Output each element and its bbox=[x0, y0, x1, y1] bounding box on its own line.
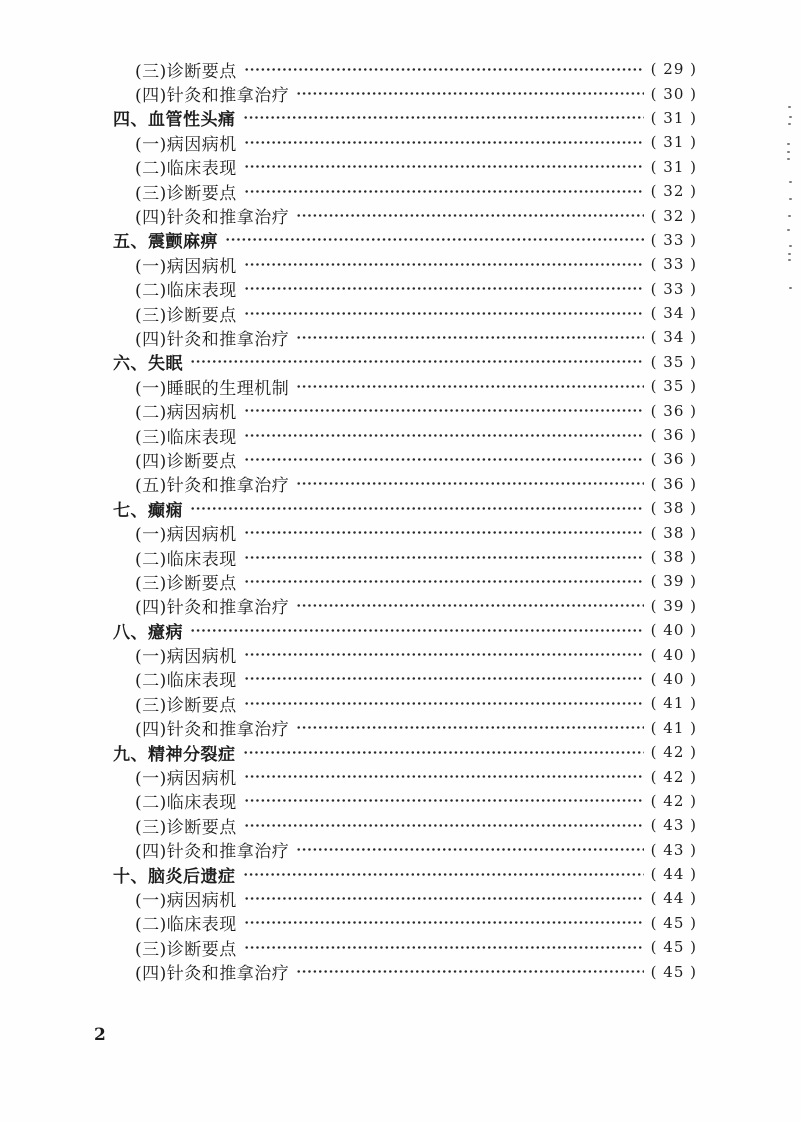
toc-entry-label: (一)睡眠的生理机制 bbox=[135, 378, 290, 399]
toc-entry-label: (五)针灸和推拿治疗 bbox=[135, 476, 290, 497]
toc-entry-label: (四)针灸和推拿治疗 bbox=[135, 964, 290, 985]
toc-entry-label: 五、震颤麻痹 bbox=[113, 232, 218, 253]
dot-leader bbox=[190, 622, 644, 639]
toc-entry-label: (三)诊断要点 bbox=[135, 939, 237, 960]
toc-sub-row bbox=[113, 813, 697, 837]
toc-entry-label: (三)诊断要点 bbox=[135, 573, 237, 594]
toc-entry-label: (一)病因病机 bbox=[135, 525, 237, 546]
edge-artifact bbox=[787, 151, 790, 153]
toc-sub-row bbox=[113, 764, 697, 788]
toc-sub-row bbox=[113, 472, 697, 496]
dot-leader bbox=[244, 939, 644, 956]
toc-entry-label: (三)诊断要点 bbox=[135, 183, 237, 204]
dot-leader bbox=[244, 280, 644, 297]
toc-sub-row bbox=[113, 569, 697, 593]
dot-leader bbox=[296, 719, 644, 736]
toc-entry-label: (三)诊断要点 bbox=[135, 817, 237, 838]
toc-sub-row bbox=[113, 789, 697, 813]
dot-leader bbox=[190, 500, 644, 517]
edge-artifact bbox=[788, 106, 791, 108]
toc-entry-label: (四)针灸和推拿治疗 bbox=[135, 598, 290, 619]
toc-entry-page: ( 40 ) bbox=[650, 645, 697, 664]
dot-leader bbox=[244, 670, 644, 687]
toc-entry-page: ( 33 ) bbox=[650, 255, 697, 274]
toc-entry-page: ( 35 ) bbox=[650, 377, 697, 396]
toc-entry-page: ( 36 ) bbox=[650, 474, 697, 493]
toc-entry-page: ( 34 ) bbox=[650, 328, 697, 347]
dot-leader bbox=[244, 573, 644, 590]
toc-entry-label: 十、脑炎后遗症 bbox=[113, 866, 236, 887]
toc-sub-row bbox=[113, 935, 697, 959]
toc-entry-label: 七、癫痫 bbox=[113, 500, 183, 521]
toc-entry-label: (四)针灸和推拿治疗 bbox=[135, 720, 290, 741]
toc-chapter-row bbox=[113, 106, 697, 130]
toc-entry-label: (二)病因病机 bbox=[135, 403, 237, 424]
dot-leader bbox=[244, 256, 644, 273]
toc-entry-page: ( 38 ) bbox=[650, 523, 697, 542]
dot-leader bbox=[190, 353, 644, 370]
toc-entry-label: 九、精神分裂症 bbox=[113, 744, 236, 765]
toc-entry-page: ( 44 ) bbox=[650, 889, 697, 908]
edge-artifact bbox=[788, 259, 791, 261]
toc-entry-label: (一)病因病机 bbox=[135, 769, 237, 790]
toc-chapter-row bbox=[113, 496, 697, 520]
toc-entry-page: ( 36 ) bbox=[650, 450, 697, 469]
toc-entry-label: (四)针灸和推拿治疗 bbox=[135, 842, 290, 863]
toc-sub-row bbox=[113, 155, 697, 179]
toc-entry-label: (二)临床表现 bbox=[135, 671, 237, 692]
toc-entry-label: (一)病因病机 bbox=[135, 647, 237, 668]
toc-entry-label: (二)临床表现 bbox=[135, 281, 237, 302]
toc-entry-label: 六、失眠 bbox=[113, 354, 183, 375]
edge-artifact bbox=[788, 123, 791, 125]
toc-entry-page: ( 43 ) bbox=[650, 816, 697, 835]
edge-artifact bbox=[788, 215, 791, 217]
toc-entry-page: ( 34 ) bbox=[650, 304, 697, 323]
dot-leader bbox=[243, 866, 645, 883]
toc-sub-row bbox=[113, 130, 697, 154]
toc-sub-row bbox=[113, 886, 697, 910]
toc-sub-row bbox=[113, 277, 697, 301]
toc-entry-page: ( 32 ) bbox=[650, 182, 697, 201]
toc-entry-page: ( 40 ) bbox=[650, 669, 697, 688]
dot-leader bbox=[243, 109, 645, 126]
dot-leader bbox=[296, 207, 644, 224]
edge-artifact bbox=[788, 253, 791, 255]
toc-entry-label: (四)针灸和推拿治疗 bbox=[135, 330, 290, 350]
edge-artifact bbox=[789, 245, 792, 247]
toc-chapter-row bbox=[113, 350, 697, 374]
edge-artifact bbox=[789, 287, 792, 289]
toc-sub-row bbox=[113, 203, 697, 227]
toc-entry-label: (三)诊断要点 bbox=[135, 695, 237, 716]
toc-sub-row bbox=[113, 691, 697, 715]
toc-entry-page: ( 41 ) bbox=[650, 718, 697, 737]
toc-sub-row bbox=[113, 81, 697, 105]
toc-sub-row bbox=[113, 179, 697, 203]
edge-artifact bbox=[787, 158, 790, 160]
dot-leader bbox=[244, 914, 644, 931]
dot-leader bbox=[225, 231, 644, 248]
toc-entry-page: ( 32 ) bbox=[650, 206, 697, 225]
dot-leader bbox=[244, 134, 644, 151]
toc-entry-label: (三)诊断要点 bbox=[135, 305, 237, 326]
toc-entry-page: ( 30 ) bbox=[650, 84, 697, 103]
edge-artifact bbox=[787, 143, 790, 145]
dot-leader bbox=[296, 85, 644, 102]
dot-leader bbox=[296, 841, 644, 858]
toc-list bbox=[113, 57, 697, 984]
toc-entry-label: (二)临床表现 bbox=[135, 549, 237, 570]
dot-leader bbox=[244, 183, 644, 200]
toc-entry-page: ( 29 ) bbox=[650, 60, 697, 79]
dot-leader bbox=[296, 475, 644, 492]
toc-entry-label: (二)临床表现 bbox=[135, 793, 237, 814]
toc-entry-page: ( 38 ) bbox=[650, 499, 697, 518]
toc-entry-page: ( 41 ) bbox=[650, 694, 697, 713]
edge-artifact bbox=[787, 229, 790, 231]
toc-entry-page: ( 42 ) bbox=[650, 767, 697, 786]
toc-entry-page: ( 45 ) bbox=[650, 962, 697, 981]
toc-entry-page: ( 38 ) bbox=[650, 548, 697, 566]
toc-chapter-row bbox=[113, 618, 697, 642]
toc-sub-row bbox=[113, 716, 697, 740]
edge-artifact bbox=[789, 198, 792, 200]
toc-sub-row bbox=[113, 325, 697, 349]
page-number: 2 bbox=[94, 1025, 106, 1045]
toc-entry-page: ( 40 ) bbox=[650, 621, 697, 640]
toc-sub-row bbox=[113, 447, 697, 471]
toc-sub-row bbox=[113, 57, 697, 81]
toc-entry-label: (一)病因病机 bbox=[135, 256, 237, 277]
toc-sub-row bbox=[113, 301, 697, 325]
toc-entry-page: ( 33 ) bbox=[650, 279, 697, 298]
toc-entry-label: (二)临床表现 bbox=[135, 915, 237, 936]
toc-chapter-row bbox=[113, 740, 697, 764]
toc-chapter-row bbox=[113, 228, 697, 252]
toc-entry-label: 四、血管性头痛 bbox=[113, 110, 236, 131]
toc-entry-label: (四)诊断要点 bbox=[135, 451, 237, 472]
toc-entry-page: ( 44 ) bbox=[650, 865, 697, 884]
dot-leader bbox=[244, 305, 644, 322]
toc-entry-label: 八、癔病 bbox=[113, 622, 183, 643]
dot-leader bbox=[244, 61, 644, 78]
toc-sub-row bbox=[113, 520, 697, 544]
toc-entry-page: ( 31 ) bbox=[650, 133, 697, 152]
toc-entry-page: ( 31 ) bbox=[650, 108, 697, 127]
toc-sub-row bbox=[113, 667, 697, 691]
edge-artifact bbox=[789, 181, 792, 183]
toc-entry-label: (三)临床表现 bbox=[135, 427, 237, 448]
dot-leader bbox=[244, 890, 644, 907]
toc-sub-row bbox=[113, 374, 697, 398]
toc-sub-row bbox=[113, 959, 697, 983]
toc-entry-page: ( 36 ) bbox=[650, 401, 697, 420]
toc-entry-page: ( 45 ) bbox=[650, 913, 697, 932]
toc-entry-label: (四)针灸和推拿治疗 bbox=[135, 86, 290, 107]
edge-artifact bbox=[789, 116, 792, 118]
toc-entry-page: ( 31 ) bbox=[650, 157, 697, 176]
dot-leader bbox=[244, 524, 644, 541]
toc-entry-label: (四)针灸和推拿治疗 bbox=[135, 208, 290, 229]
dot-leader bbox=[296, 329, 644, 346]
dot-leader bbox=[296, 378, 644, 395]
toc-entry-page: ( 43 ) bbox=[650, 840, 697, 859]
toc-sub-row bbox=[113, 252, 697, 276]
dot-leader bbox=[244, 768, 644, 785]
toc-entry-page: ( 42 ) bbox=[650, 791, 697, 810]
dot-leader bbox=[244, 817, 644, 834]
toc-entry-page: ( 36 ) bbox=[650, 426, 697, 445]
dot-leader bbox=[244, 451, 644, 468]
toc-sub-row bbox=[113, 594, 697, 618]
toc-entry-page: ( 42 ) bbox=[650, 743, 697, 762]
toc-chapter-row bbox=[113, 862, 697, 886]
toc-sub-row bbox=[113, 642, 697, 666]
toc-entry-page: ( 35 ) bbox=[650, 352, 697, 371]
toc-entry-page: ( 39 ) bbox=[650, 572, 697, 591]
dot-leader bbox=[296, 963, 644, 980]
toc-sub-row bbox=[113, 545, 697, 569]
toc-entry-label: (二)临床表现 bbox=[135, 159, 237, 180]
dot-leader bbox=[244, 158, 644, 175]
dot-leader bbox=[244, 792, 644, 809]
toc-entry-page: ( 39 ) bbox=[650, 596, 697, 615]
dot-leader bbox=[244, 646, 644, 663]
toc-sub-row bbox=[113, 911, 697, 935]
dot-leader bbox=[244, 549, 644, 566]
toc-sub-row bbox=[113, 838, 697, 862]
toc-entry-page: ( 33 ) bbox=[650, 230, 697, 249]
dot-leader bbox=[243, 744, 645, 761]
dot-leader bbox=[244, 427, 644, 444]
toc-sub-row bbox=[113, 398, 697, 422]
toc-entry-label: (一)病因病机 bbox=[135, 134, 237, 155]
toc-sub-row bbox=[113, 423, 697, 447]
dot-leader bbox=[244, 695, 644, 712]
toc-entry-page: ( 45 ) bbox=[650, 938, 697, 957]
toc-entry-label: (三)诊断要点 bbox=[135, 61, 237, 82]
dot-leader bbox=[296, 597, 644, 614]
toc-entry-label: (一)病因病机 bbox=[135, 890, 237, 911]
dot-leader bbox=[244, 402, 644, 419]
